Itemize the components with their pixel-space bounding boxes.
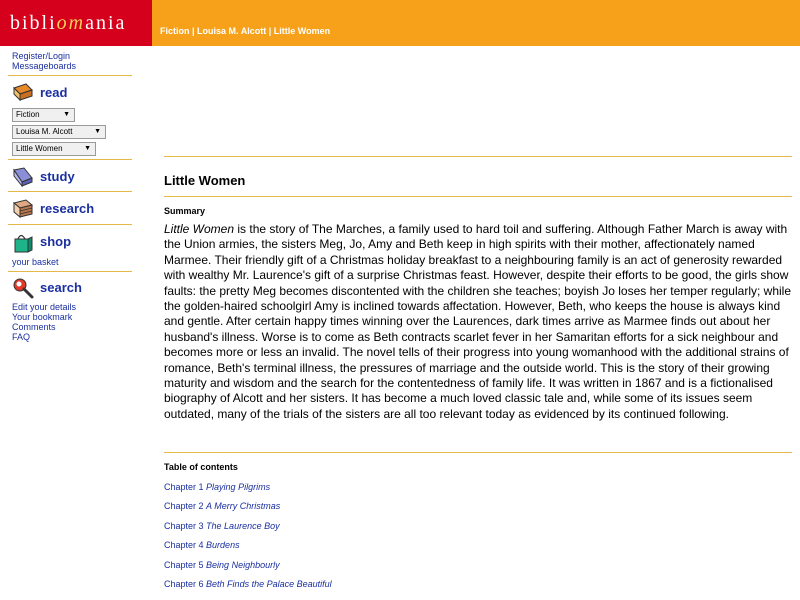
logo-text-part: bibli xyxy=(10,12,57,34)
nav-search[interactable] xyxy=(12,277,112,301)
main-divider xyxy=(164,156,792,157)
comments-link[interactable]: Comments xyxy=(12,322,56,332)
summary-paragraph xyxy=(164,222,792,422)
chapter-name: Beth Finds the Palace Beautiful xyxy=(206,579,332,589)
nav-research-label[interactable]: research xyxy=(40,201,95,216)
breadcrumb-fiction[interactable]: Fiction xyxy=(160,26,190,36)
summary-heading: Summary xyxy=(164,206,206,216)
chevron-down-icon: ▼ xyxy=(84,145,91,152)
chapter-link-5[interactable] xyxy=(164,560,280,570)
messageboards-link[interactable]: Messageboards xyxy=(12,61,77,71)
breadcrumb-title[interactable]: Little Women xyxy=(273,26,331,36)
site-logo[interactable] xyxy=(0,0,152,46)
sidebar-divider xyxy=(8,224,132,225)
nav-search-label[interactable]: search xyxy=(40,280,82,295)
page-title: Little Women xyxy=(164,173,246,188)
chapter-number: Chapter 1 xyxy=(164,482,204,492)
books-stack-icon xyxy=(12,198,34,220)
sidebar-divider xyxy=(8,271,132,272)
chapter-number: Chapter 3 xyxy=(164,521,204,531)
logo-text-accent: om xyxy=(56,12,86,34)
chapter-link-3[interactable] xyxy=(164,521,280,531)
title-select[interactable] xyxy=(12,142,96,156)
sidebar-divider xyxy=(8,75,132,76)
register-login-link[interactable]: Register/Login xyxy=(12,51,71,61)
breadcrumb-separator: | xyxy=(189,26,198,36)
chapter-number: Chapter 2 xyxy=(164,501,204,511)
your-basket-link[interactable]: your basket xyxy=(12,257,59,267)
nav-read-label[interactable]: read xyxy=(40,85,68,100)
chapter-name: Being Neighbourly xyxy=(206,560,280,570)
sidebar-divider xyxy=(8,191,132,192)
breadcrumb-author[interactable]: Louisa M. Alcott xyxy=(197,26,267,36)
chevron-down-icon: ▼ xyxy=(63,111,70,118)
chapter-number: Chapter 4 xyxy=(164,540,204,550)
faq-link[interactable]: FAQ xyxy=(12,332,31,342)
author-select-value: Louisa M. Alcott xyxy=(16,127,73,136)
category-select-value: Fiction xyxy=(16,110,40,119)
sidebar-divider xyxy=(8,159,132,160)
chapter-name: The Laurence Boy xyxy=(206,521,280,531)
nav-read[interactable] xyxy=(12,82,112,106)
nav-research[interactable] xyxy=(12,198,112,222)
author-select[interactable] xyxy=(12,125,106,139)
toc-heading: Table of contents xyxy=(164,462,238,472)
main-divider xyxy=(164,452,792,453)
book-icon xyxy=(12,82,34,104)
breadcrumb xyxy=(160,26,330,36)
shopping-bag-icon xyxy=(12,231,34,253)
logo-wordmark[interactable] xyxy=(10,12,126,35)
chapter-number: Chapter 5 xyxy=(164,560,204,570)
nav-shop-label[interactable]: shop xyxy=(40,234,72,249)
category-select[interactable] xyxy=(12,108,75,122)
chapter-number: Chapter 6 xyxy=(164,579,204,589)
nav-shop[interactable] xyxy=(12,231,112,255)
summary-body: is the story of The Marches, a family used to hard toil and suffering. Although Father March is away with the Union armies, the sisters Meg, Jo, Amy and Beth keep in high spirits with their mother, affectionately named Marmee. Their friendly gift of a Christmas holiday breakfast to a neighbouring family is an act of generosity rewarded with wealthy Mr. Laurence's gift of a surprise Christmas feast. However, despite their efforts to be good, the girls show faults: the pretty Meg becomes discontented with the children she teaches; boyish Jo loses her temper regularly; while the golden-haired schoolgirl Amy is inclined towards affectation. However, Beth, who keeps the house is always kind and gentle. After certain happy times winning over the Laurences, dark times arrive as Marmee finds out about her husband's illness. Worse is to come as Beth contracts scarlet fever in her Samaritan efforts for a sick neighbour and becomes more or less an invalid. The novel tells of their progress into young womanhood with the additional strains of romance, Beth's terminal illness, the pressures of marriage and the outside world. This is the story of their growing maturity and wisdom and the search for the contentedness of family life. It was written in 1867 and is a fictionalised biography of Alcott and her sisters. It has become a much loved classic tale and, while some of its issues seem outdated, many of the trials of the sisters are all too relevant today as evidenced by its continued following. xyxy=(164,222,791,421)
chapter-name: A Merry Christmas xyxy=(206,501,281,511)
chevron-down-icon: ▼ xyxy=(94,128,101,135)
magnifier-icon xyxy=(12,277,34,299)
chapter-name: Playing Pilgrims xyxy=(206,482,271,492)
notebook-icon xyxy=(12,166,34,188)
chapter-name: Burdens xyxy=(206,540,240,550)
chapter-link-4[interactable] xyxy=(164,540,240,550)
nav-study-label[interactable]: study xyxy=(40,169,75,184)
breadcrumb-separator: | xyxy=(266,26,274,36)
nav-study[interactable] xyxy=(12,166,112,190)
chapter-link-6[interactable] xyxy=(164,579,332,589)
logo-text-part: ania xyxy=(85,12,127,34)
chapter-link-1[interactable] xyxy=(164,482,270,492)
bookmark-link[interactable]: Your bookmark xyxy=(12,312,73,322)
title-select-value: Little Women xyxy=(16,144,63,153)
top-bar xyxy=(152,0,800,46)
summary-book-title: Little Women xyxy=(164,222,235,236)
edit-details-link[interactable]: Edit your details xyxy=(12,302,77,312)
chapter-link-2[interactable] xyxy=(164,501,280,511)
main-divider xyxy=(164,196,792,197)
